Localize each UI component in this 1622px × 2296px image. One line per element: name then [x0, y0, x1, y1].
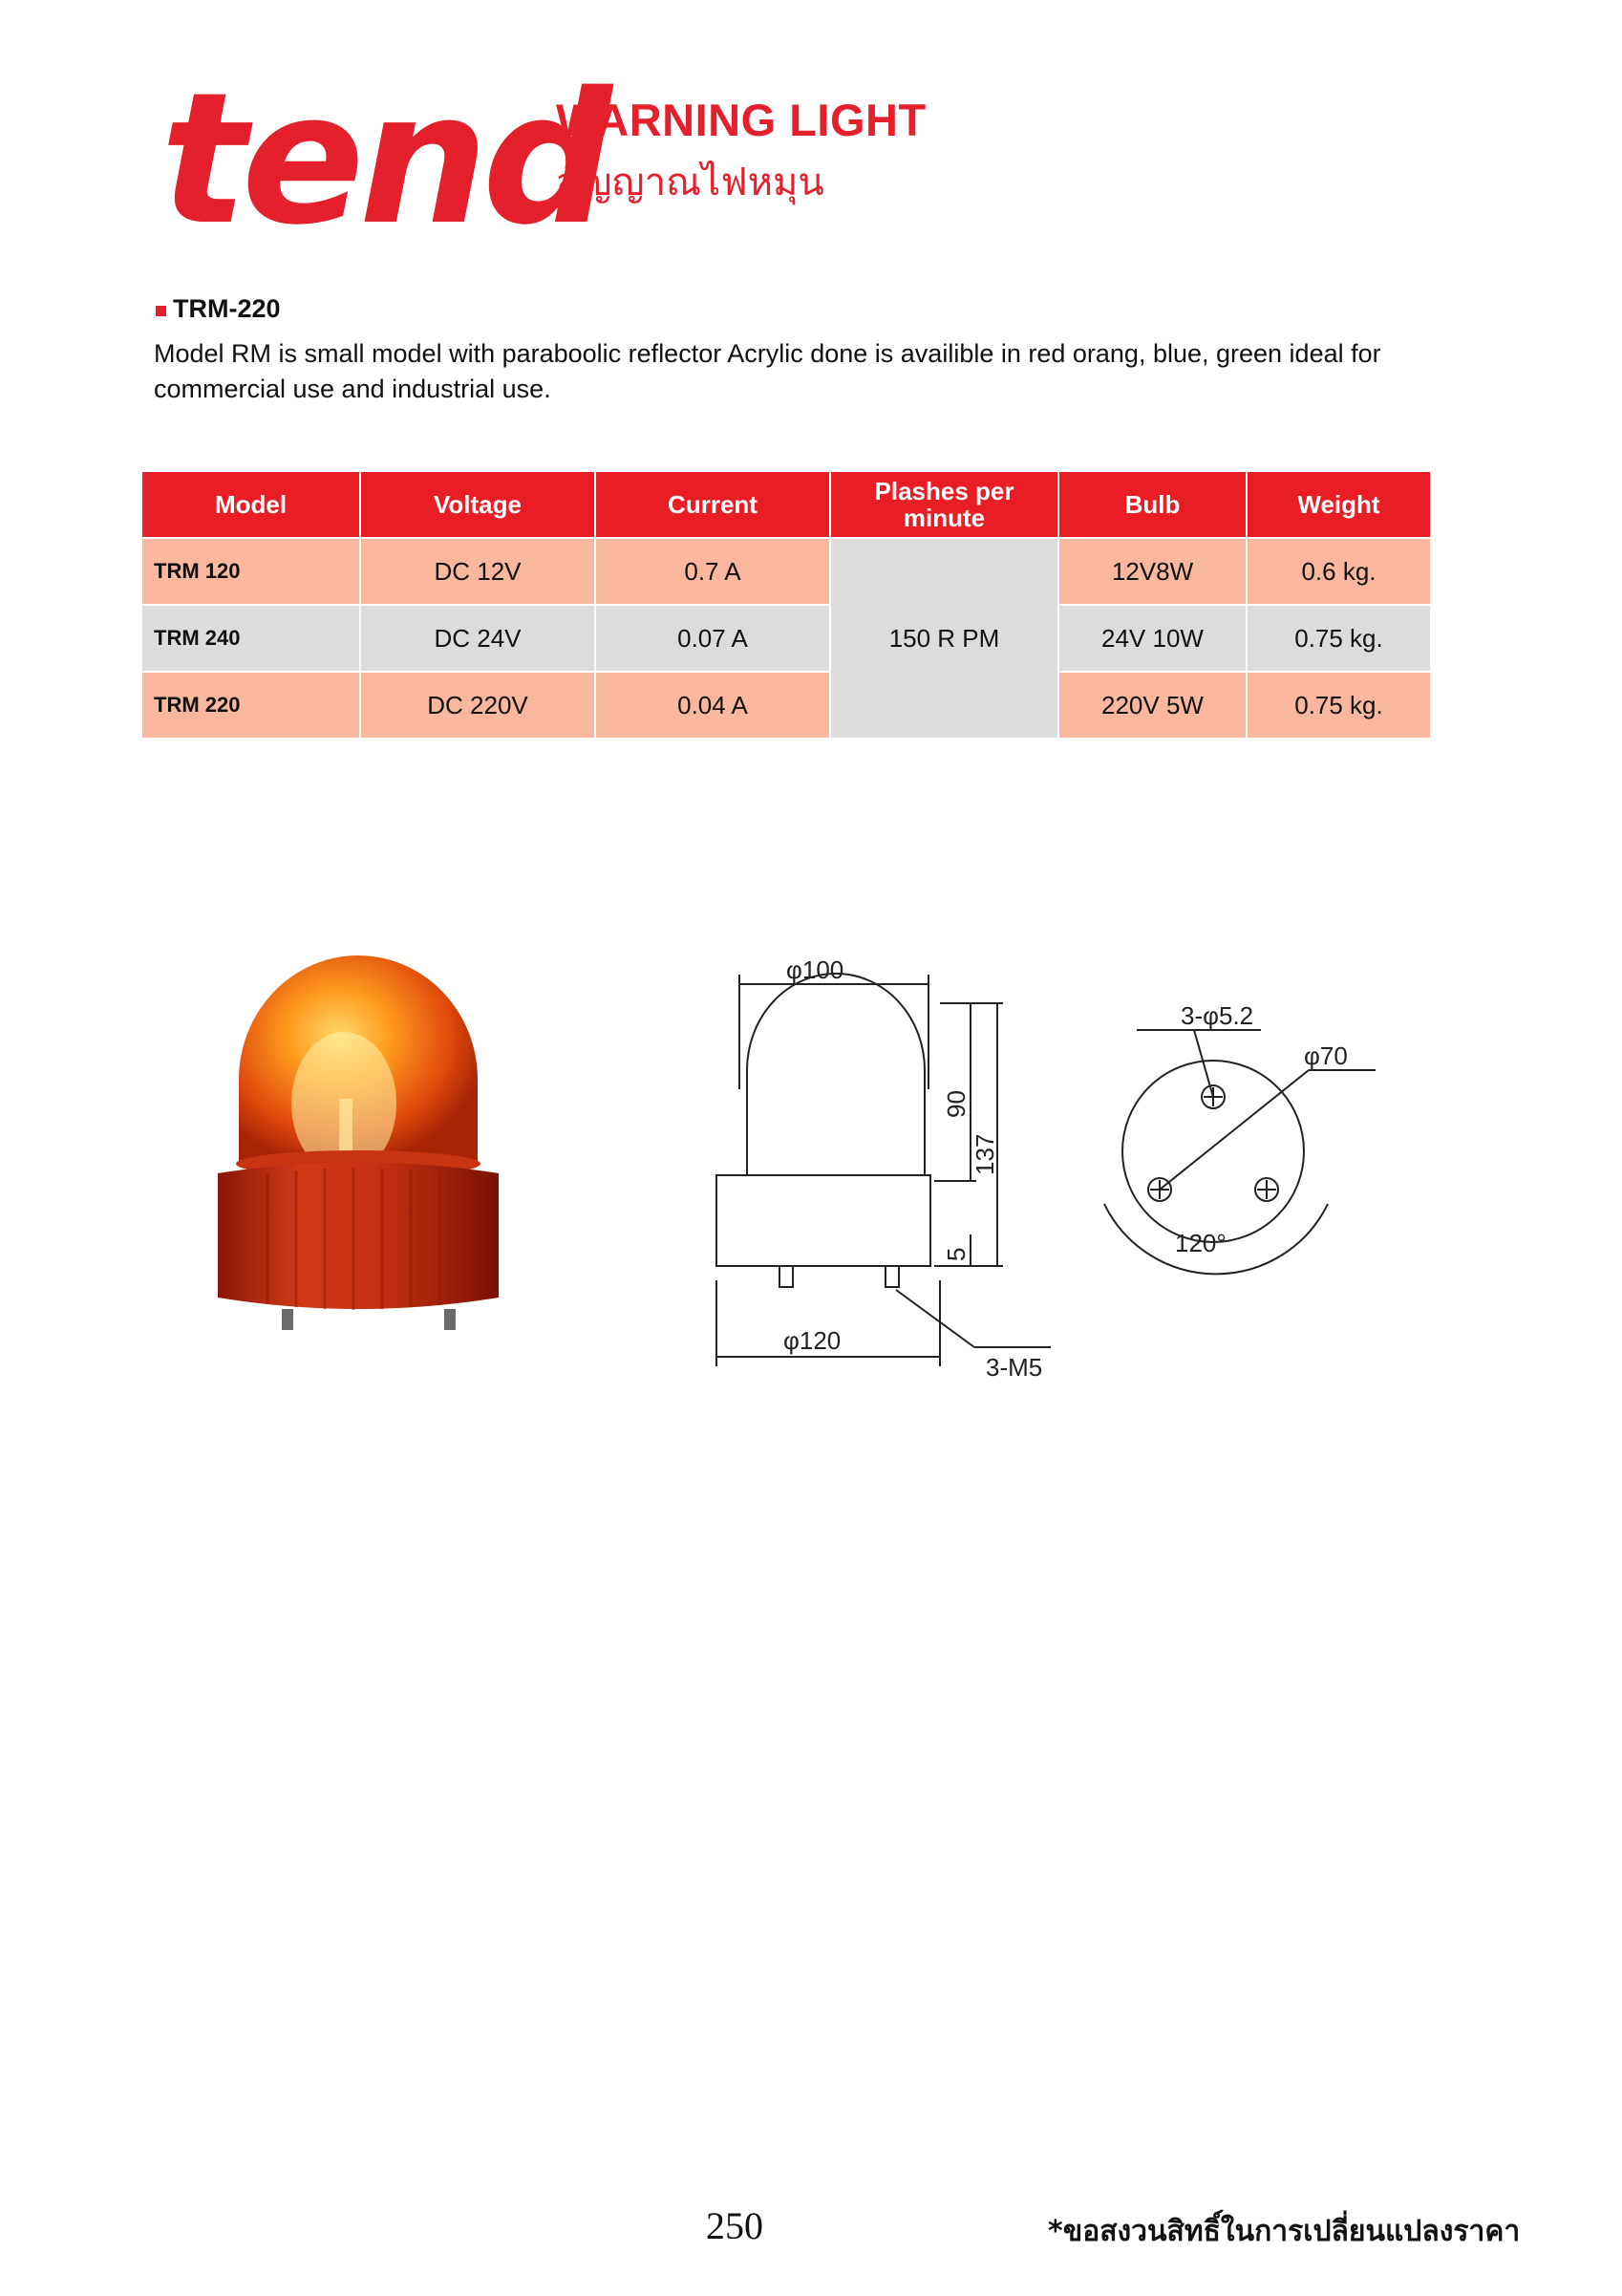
- dim-total-height: 137: [971, 1133, 999, 1175]
- cell-current: 0.04 A: [595, 672, 830, 738]
- col-header-voltage: Voltage: [360, 472, 595, 538]
- cell-current: 0.7 A: [595, 538, 830, 605]
- cell-weight: 0.6 kg.: [1247, 538, 1430, 605]
- cell-bulb: 12V8W: [1058, 538, 1247, 605]
- dim-dome-height: 90: [942, 1090, 971, 1118]
- cell-voltage: DC 220V: [360, 672, 595, 738]
- table-header-row: [142, 472, 1430, 538]
- dim-top-diameter: φ100: [786, 955, 844, 984]
- bullet-icon: [156, 306, 166, 316]
- cell-flashes: 150 R PM: [830, 538, 1058, 738]
- product-code: TRM-220: [173, 294, 281, 323]
- page-number: 250: [706, 2204, 763, 2247]
- cell-weight: 0.75 kg.: [1247, 672, 1430, 738]
- dim-base-gap: 5: [942, 1247, 971, 1261]
- spec-table: [142, 472, 1430, 738]
- table-row: [142, 538, 1430, 605]
- dim-holes: 3-φ5.2: [1181, 1001, 1254, 1030]
- table-row: [142, 605, 1430, 672]
- col-header-weight: Weight: [1247, 472, 1430, 538]
- cell-bulb: 220V 5W: [1058, 672, 1247, 738]
- col-header-current: Current: [595, 472, 830, 538]
- product-description: Model RM is small model with paraboolic reflector Acrylic done is availible in red orang, blue, green ideal for commercial use and industrial use.: [154, 339, 1381, 403]
- cell-model: TRM 220: [142, 672, 360, 738]
- cell-model: TRM 240: [142, 605, 360, 672]
- table-row: [142, 672, 1430, 738]
- col-header-flashes: Plashes per minute: [830, 472, 1058, 538]
- page-subtitle-thai: สัญญาณไฟหมุน: [556, 161, 824, 204]
- col-header-model: Model: [142, 472, 360, 538]
- cell-current: 0.07 A: [595, 605, 830, 672]
- cell-model: TRM 120: [142, 538, 360, 605]
- side-dimension-drawing: [707, 936, 1108, 1385]
- top-dimension-drawing: [1089, 984, 1404, 1290]
- brand-logo: tend: [160, 54, 607, 265]
- dim-base-diameter: φ120: [783, 1326, 842, 1355]
- cell-voltage: DC 24V: [360, 605, 595, 672]
- warning-light-photo: [201, 936, 535, 1376]
- cell-voltage: DC 12V: [360, 538, 595, 605]
- cell-weight: 0.75 kg.: [1247, 605, 1430, 672]
- dim-angle: 120°: [1175, 1229, 1227, 1257]
- dim-screws: 3-M5: [986, 1353, 1043, 1382]
- dim-pcd: φ70: [1304, 1041, 1348, 1070]
- col-header-bulb: Bulb: [1058, 472, 1247, 538]
- price-disclaimer: *ขอสงวนสิทธิ์ในการเปลี่ยนแปลงราคา: [1048, 2215, 1521, 2248]
- page-title: WARNING LIGHT: [556, 95, 927, 145]
- cell-bulb: 24V 10W: [1058, 605, 1247, 672]
